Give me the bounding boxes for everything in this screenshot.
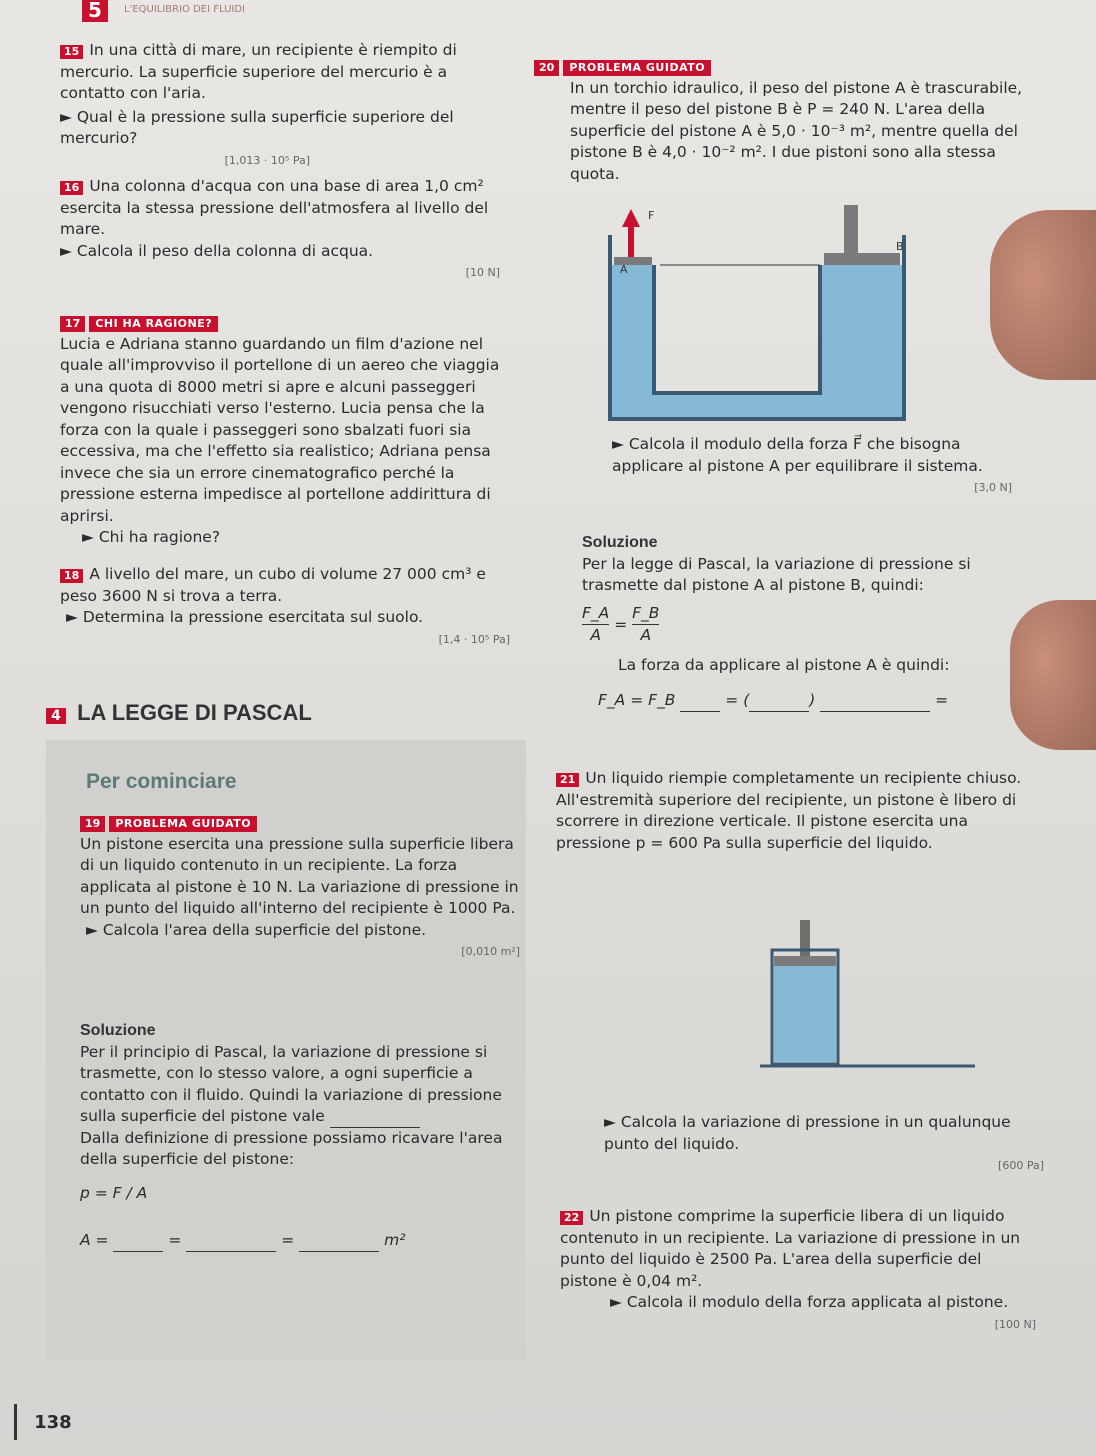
problem-answer: [3,0 N]: [974, 481, 1012, 494]
problem-number: 22: [560, 1211, 583, 1225]
problem-text: A livello del mare, un cubo di volume 27 000 cm³ e peso 3600 N si trova a terra.: [60, 565, 486, 605]
solution-text-1: Per il principio di Pascal, la variazione di pressione si trasmette, con lo stesso valore, a ogni superficie a contatto con il fluido. Quindi la variazione di pressione sulla superficie del pistone vale: [80, 1042, 520, 1128]
problem-15: [60, 40, 500, 171]
blank-field[interactable]: [186, 1237, 276, 1252]
section-heading: [46, 700, 526, 726]
problem-number: 15: [60, 45, 83, 59]
problem-text: Lucia e Adriana stanno guardando un film d'azione nel quale all'improvviso il portellone di un aereo che viaggia a una quota di 8000 metri si apre e alcuni passeggeri vengono risucchiati verso l'esterno. Lucia pensa che la forza con la quale i passeggeri sono sbalzati fuori sia eccessiva, ma che l'effetto sia realistico; Adriana pensa invece che sia un errore cinematografico perché la pressione esterna impedisce al portellone addirittura di aprirsi.: [60, 334, 500, 525]
problem-number: 16: [60, 181, 83, 195]
problem-answer: [0,010 m²]: [461, 945, 520, 958]
label-f: F: [648, 209, 655, 222]
solution-20: [582, 532, 1032, 712]
blank-field[interactable]: [113, 1237, 163, 1252]
problem-question: ► Calcola il peso della colonna di acqua.: [60, 241, 374, 260]
blank-field[interactable]: [749, 697, 809, 712]
page-number: 138: [14, 1404, 72, 1440]
problem-number: 18: [60, 569, 83, 583]
force-arrow: [628, 225, 634, 257]
problem-answer: [100 N]: [994, 1317, 1036, 1331]
piston-b-rod: [844, 205, 858, 253]
liquid: [774, 966, 836, 1062]
problem-answer: [1,4 · 10⁵ Pa]: [438, 632, 510, 646]
problem-tag: CHI HA RAGIONE?: [89, 316, 218, 332]
problem-number: 19: [80, 816, 105, 832]
section-title: LA LEGGE DI PASCAL: [77, 700, 312, 725]
formula-pressure: p = F / A: [80, 1183, 148, 1202]
piston-b: [824, 253, 900, 265]
liquid-left: [612, 265, 652, 415]
blank-field[interactable]: [820, 697, 930, 712]
problem-number: 21: [556, 773, 579, 787]
problem-text: Un liquido riempie completamente un recipiente chiuso. All'estremità superiore del recipiente, un pistone è libero di scorrere in direzione verticale. Il pistone esercita una pressione p = 600 Pa sulla superficie del liquido.: [556, 769, 1022, 852]
force-equation: F_A = F_B = ( ) =: [582, 690, 1032, 712]
problem-tag: PROBLEMA GUIDATO: [563, 60, 711, 76]
problem-question: ► Chi ha ragione?: [82, 528, 221, 546]
problem-21-question: ► Calcola la variazione di pressione in un qualunque punto del liquido. [600 Pa]: [604, 1112, 1044, 1177]
problem-question: ► Determina la pressione esercitata sul suolo.: [66, 608, 424, 626]
problem-text: Una colonna d'acqua con una base di area 1,0 cm² esercita la stessa pressione dell'atmosfera al livello del mare.: [60, 177, 489, 238]
problem-text: In una città di mare, un recipiente è riempito di mercurio. La superficie superiore del mercurio è a contatto con l'aria.: [60, 41, 457, 102]
blank-field[interactable]: [680, 697, 720, 712]
problem-answer: [600 Pa]: [998, 1159, 1044, 1172]
label-b: B: [896, 240, 904, 253]
solution-text-2: La forza da applicare al pistone A è quindi:: [618, 655, 950, 674]
solution-label: Soluzione: [80, 1022, 156, 1039]
pascal-equation: $\frac{F\_A}{A}$ = $\frac{F\_B}{A}$: [582, 603, 660, 644]
start-heading: Per cominciare: [86, 770, 237, 793]
problem-20-question: ► Calcola il modulo della forza F⃗ che bisogna applicare al pistone A per equilibrare il sistema. [3,0 N]: [612, 434, 1032, 499]
label-a: A: [620, 263, 628, 276]
blank-field[interactable]: [330, 1113, 420, 1128]
problem-text: In un torchio idraulico, il peso del pistone A è trascurabile, mentre il peso del pistone B è P = 240 N. L'area della superficie del pistone A è 5,0 · 10⁻³ m², mentre quella del pistone B è 4,0 · 10⁻² m². I due pistoni sono alla stessa quota.: [570, 78, 1023, 183]
solution-19: [80, 1020, 520, 1252]
solution-text: Per la legge di Pascal, la variazione di pressione si trasmette dal pistone A al pistone B, quindi:: [582, 554, 971, 594]
piston-container-figure: [760, 910, 980, 1075]
finger-top-right: [990, 210, 1096, 380]
force-arrow-head: [622, 209, 640, 227]
problem-16: [60, 176, 500, 284]
chapter-header: [60, 0, 320, 20]
problem-tag: PROBLEMA GUIDATO: [109, 816, 257, 832]
liquid-right: [822, 265, 902, 415]
formula-area: A = = = m²: [80, 1230, 520, 1252]
problem-answer: [1,013 · 10⁵ Pa]: [224, 153, 310, 167]
vessel-inner: [654, 265, 820, 393]
solution-text-2: Dalla definizione di pressione possiamo ricavare l'area della superficie del pistone:: [80, 1128, 503, 1168]
problem-22: [560, 1206, 1036, 1335]
problem-number: 20: [534, 60, 559, 76]
problem-17: [60, 312, 510, 549]
problem-question: ► Calcola l'area della superficie del pistone.: [86, 920, 427, 939]
hydraulic-press-figure: [600, 195, 930, 435]
blank-field[interactable]: [299, 1237, 379, 1252]
problem-text: Un pistone comprime la superficie libera di un liquido contenuto in un recipiente. La variazione di pressione in un punto del liquido è 2500 Pa. L'area della superficie del pistone è 0,04 m².: [560, 1207, 1021, 1290]
problem-number: 17: [60, 316, 85, 332]
finger-mid-right: [1010, 600, 1096, 750]
section-number: 4: [46, 708, 66, 724]
problem-text: Un pistone esercita una pressione sulla superficie libera di un liquido contenuto in un recipiente. La forza applicata al pistone è 10 N. La variazione di pressione in un punto del liquido all'interno del recipiente è 1000 Pa.: [80, 834, 519, 917]
problem-21: [556, 768, 1036, 854]
problem-20: [534, 56, 1024, 185]
problem-18: [60, 564, 510, 650]
problem-question: ► Qual è la pressione sulla superficie superiore del mercurio?: [60, 107, 454, 147]
piston: [774, 956, 836, 966]
problem-answer: [10 N]: [465, 266, 500, 279]
solution-label: Soluzione: [582, 534, 658, 551]
chapter-number: 5: [82, 0, 108, 22]
problem-19: [80, 812, 520, 963]
chapter-title: L'EQUILIBRIO DEI FLUIDI: [124, 4, 245, 15]
problem-question: ► Calcola il modulo della forza applicata al pistone.: [610, 1293, 1009, 1311]
